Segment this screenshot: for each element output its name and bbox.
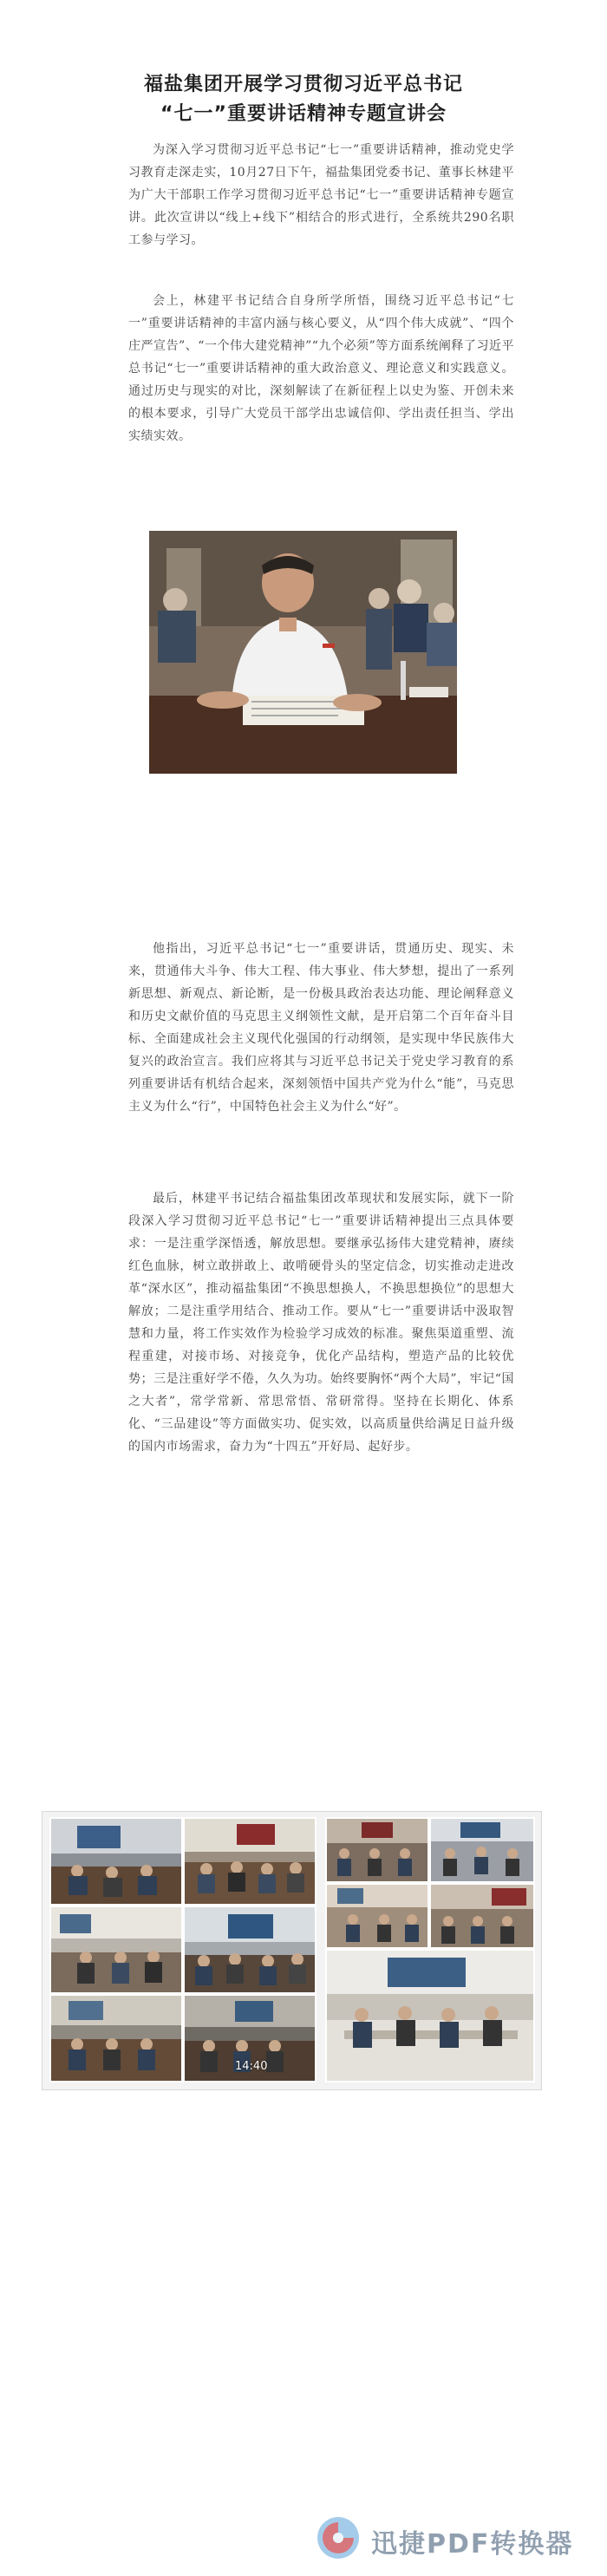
- collage-right-panel: [325, 1817, 535, 2082]
- collage-photo-8: [431, 1819, 533, 1881]
- speaker-photo: [149, 531, 457, 774]
- collage-photo-11: [327, 1951, 533, 2081]
- collage-photo-7: [327, 1819, 428, 1881]
- watermark-text: 迅捷PDF转换器: [371, 2529, 574, 2560]
- collage-photo-9: [327, 1885, 428, 1947]
- collage-photo-4: [185, 1907, 315, 1992]
- collage-photo-2: [185, 1819, 315, 1904]
- collage-photo-10: [431, 1885, 533, 1947]
- meeting-photo-collage: [42, 1811, 542, 2090]
- converter-watermark: [314, 2514, 600, 2562]
- photo-time-overlay: 14:40: [235, 2060, 268, 2073]
- converter-logo-icon: [314, 2514, 362, 2562]
- article-title-line2: “七一”重要讲话精神专题宣讲会: [160, 103, 447, 125]
- collage-photo-1: [51, 1819, 181, 1904]
- article-title-line1: 福盐集团开展学习贯彻习近平总书记: [143, 74, 463, 95]
- paragraph-2: 会上，林建平书记结合自身所学所悟，围绕习近平总书记“七一”重要讲话精神的丰富内涵与核心要义，从“四个伟大成就”、“四个庄严宣告”、“一个伟大建党精神”“九个必须”等方面系统阐释了习近平总书记“七一”重要讲话精神的重大政治意义、理论意义和实践意义。通过历史与现实的对比，深刻解读了在新征程上以史为鉴、开创未来的根本要求，引导广大党员干部学出忠诚信仰、学出责任担当、学出实绩实效。: [128, 294, 514, 443]
- collage-photo-5: [51, 1996, 181, 2081]
- paragraph-3: 他指出，习近平总书记“七一”重要讲话，贯通历史、现实、未来，贯通伟大斗争、伟大工程、伟大事业、伟大梦想，提出了一系列新思想、新观点、新论断，是一份极具政治表达功能、理论阐释意义和历史文献价值的马克思主义纲领性文献，是开启第二个百年奋斗目标、全面建成社会主义现代化强国的行动纲领，是实现中华民族伟大复兴的政治宣言。我们应将其与习近平总书记关于党史学习教育的系列重要讲话有机结合起来，深刻领悟中国共产党为什么“能”，马克思主义为什么“行”，中国特色社会主义为什么“好”。: [128, 942, 514, 1114]
- collage-photo-6: [185, 1996, 315, 2081]
- paragraph-4: 最后，林建平书记结合福盐集团改革现状和发展实际，就下一阶段深入学习贯彻习近平总书记“七一”重要讲话精神提出三点具体要求：一是注重学深悟透，解放思想。要继承弘扬伟大建党精神，赓续红色血脉，树立敢拼敢上、敢啃硬骨头的坚定信念，切实推动走进改革“深水区”，推动福盐集团“不换思想换人，不换思想换位”的思想大解放；二是注重学用结合、推动工作。要从“七一”重要讲话中汲取智慧和力量，将工作实效作为检验学习成效的标准。聚焦渠道重塑、流程重建，对接市场、对接竞争，优化产品结构，塑造产品的比较优势；三是注重好学不倦，久久为功。始终要胸怀“两个大局”，牢记“国之大者”，常学常新、常思常悟、常研常得。坚持在长期化、体系化、“三品建设”等方面做实功、促实效，以高质量供给满足日益升级的国内市场需求，奋力为“十四五”开好局、起好步。: [128, 1192, 514, 1454]
- collage-photo-3: [51, 1907, 181, 1992]
- paragraph-1: 为深入学习贯彻习近平总书记“七一”重要讲话精神，推动党史学习教育走深走实，10月27日下午，福盐集团党委书记、董事长林建平为广大干部职工作学习贯彻习近平总书记“七一”重要讲话精神专题宣讲。此次宣讲以“线上+线下”相结合的形式进行，全系统共290名职工参与学习。: [128, 143, 514, 247]
- collage-left-panel: [49, 1817, 317, 2082]
